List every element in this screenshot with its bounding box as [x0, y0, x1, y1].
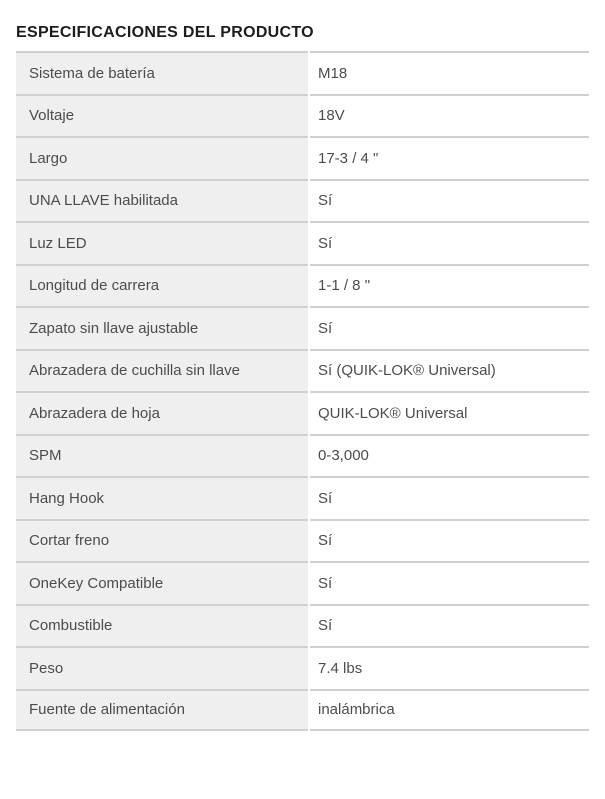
table-row: [16, 519, 589, 562]
spec-value: Sí: [310, 179, 589, 222]
spec-value: Sí: [310, 561, 589, 604]
table-row: [16, 264, 589, 307]
table-row: [16, 221, 589, 264]
table-row: [16, 646, 589, 689]
table-row: [16, 136, 589, 179]
spec-label: Hang Hook: [16, 476, 308, 519]
table-row: [16, 51, 589, 94]
spec-value: inalámbrica: [310, 689, 589, 732]
spec-label: Cortar freno: [16, 519, 308, 562]
spec-label: Longitud de carrera: [16, 264, 308, 307]
table-row: [16, 604, 589, 647]
spec-label: Largo: [16, 136, 308, 179]
spec-value: Sí: [310, 604, 589, 647]
table-row: [16, 306, 589, 349]
table-row: [16, 94, 589, 137]
spec-label: Combustible: [16, 604, 308, 647]
spec-label: OneKey Compatible: [16, 561, 308, 604]
spec-value: 1-1 / 8 ": [310, 264, 589, 307]
table-row: [16, 689, 589, 732]
spec-value: 18V: [310, 94, 589, 137]
spec-label: SPM: [16, 434, 308, 477]
spec-label: Sistema de batería: [16, 51, 308, 94]
table-row: [16, 476, 589, 519]
specs-table-body: [16, 51, 589, 731]
spec-value: Sí: [310, 306, 589, 349]
spec-value: 7.4 lbs: [310, 646, 589, 689]
spec-value: M18: [310, 51, 589, 94]
spec-label: Zapato sin llave ajustable: [16, 306, 308, 349]
table-row: [16, 349, 589, 392]
spec-label: Peso: [16, 646, 308, 689]
table-row: [16, 434, 589, 477]
spec-value: Sí: [310, 476, 589, 519]
spec-value: 0-3,000: [310, 434, 589, 477]
spec-label: Fuente de alimentación: [16, 689, 308, 732]
section-title: ESPECIFICACIONES DEL PRODUCTO: [16, 24, 314, 41]
spec-value: Sí: [310, 519, 589, 562]
specs-table: [14, 51, 591, 731]
spec-value: Sí: [310, 221, 589, 264]
spec-value: QUIK-LOK® Universal: [310, 391, 589, 434]
spec-label: Voltaje: [16, 94, 308, 137]
table-row: [16, 179, 589, 222]
table-row: [16, 391, 589, 434]
spec-value: 17-3 / 4 ": [310, 136, 589, 179]
spec-label: Abrazadera de hoja: [16, 391, 308, 434]
spec-label: Luz LED: [16, 221, 308, 264]
spec-label: Abrazadera de cuchilla sin llave: [16, 349, 308, 392]
spec-value: Sí (QUIK-LOK® Universal): [310, 349, 589, 392]
spec-label: UNA LLAVE habilitada: [16, 179, 308, 222]
table-row: [16, 561, 589, 604]
